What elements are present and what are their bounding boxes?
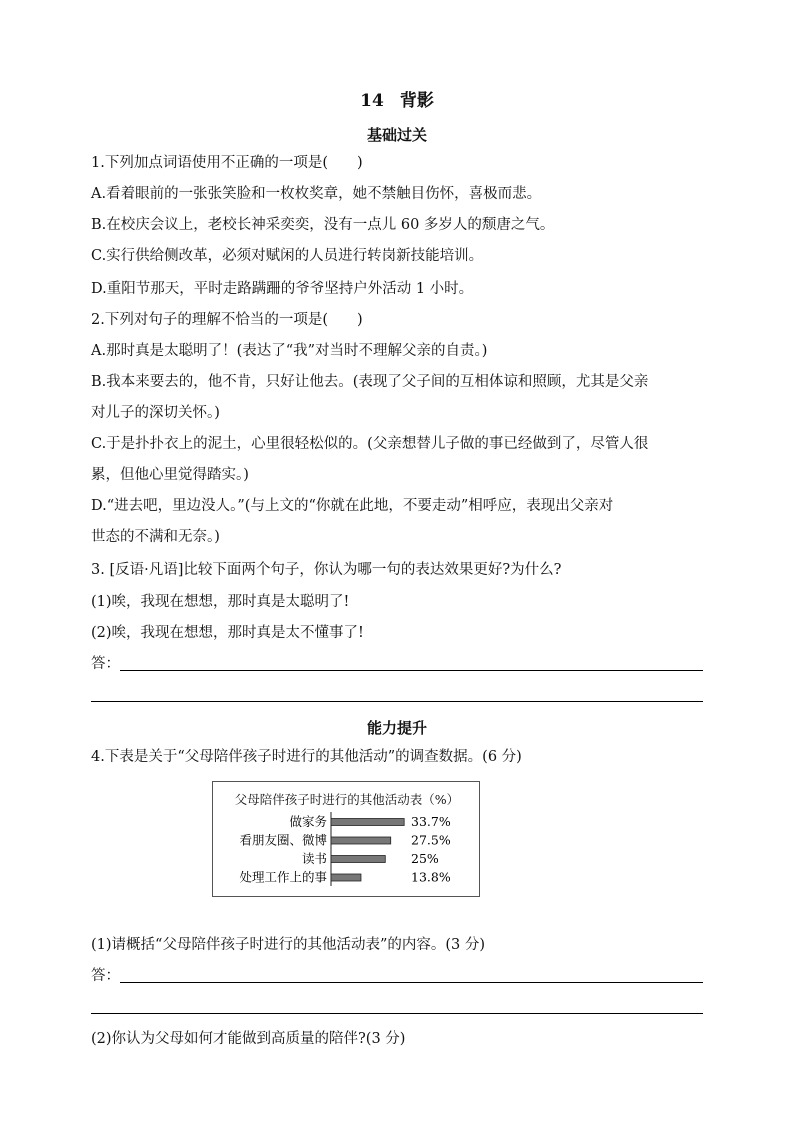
chart-svg: [213, 782, 481, 898]
chart-title: 父母陪伴孩子时进行的其他活动表（%）: [234, 792, 460, 807]
q4-sub1: (1)请概括“父母陪伴孩子时进行的其他活动表”的内容。(3 分): [91, 937, 486, 953]
chart-value-label: 27.5%: [411, 832, 451, 848]
q2-line-d1: D.“进去吧，里边没人。”(与上文的“你就在此地，不要走动”相呼应，表现出父亲对: [91, 498, 614, 514]
chart-category-label: 做家务: [289, 814, 327, 829]
chart-bar: [331, 819, 404, 826]
q3-answer-line-1[interactable]: [120, 670, 703, 671]
chart-bar: [331, 837, 391, 844]
chart-value-label: 25%: [411, 851, 439, 866]
chart-category-label: 看朋友圈、微博: [239, 832, 327, 848]
chart-bar: [331, 856, 385, 863]
q4-answer-line-1[interactable]: [120, 982, 703, 983]
q1-option-b: B.在校庆会议上，老校长神采奕奕，没有一点儿 60 多岁人的颓唐之气。: [91, 217, 555, 233]
chart-value-label: 33.7%: [411, 814, 451, 829]
chart-category-label: 读书: [301, 851, 327, 866]
chart-category-label: 处理工作上的事: [239, 869, 327, 885]
q2-line-c1: C.于是扑扑衣上的泥土，心里很轻松似的。(父亲想替儿子做的事已经做到了，尽管人很: [91, 436, 649, 452]
q4-stem: 4.下表是关于“父母陪伴孩子时进行的其他活动”的调查数据。(6 分): [91, 749, 522, 765]
q4-answer-line-2[interactable]: [91, 1013, 703, 1014]
section-basic: 基础过关: [366, 126, 427, 144]
q1-option-a: A.看着眼前的一张张笑脸和一枚枚奖章，她不禁触目伤怀，喜极而悲。: [91, 186, 542, 202]
q3-stem: 3. [反语·凡语]比较下面两个句子，你认为哪一句的表达效果更好?为什么?: [91, 562, 562, 578]
q2-line-d2: 世态的不满和无奈。): [91, 529, 220, 545]
q3-answer-line-2[interactable]: [91, 701, 703, 702]
q2-line-c2: 累，但他心里觉得踏实。): [91, 467, 249, 483]
q2-line-b2: 对儿子的深切关怀。): [91, 405, 220, 421]
q4-sub2: (2)你认为父母如何才能做到高质量的陪伴?(3 分): [91, 1031, 406, 1047]
chart-value-label: 13.8%: [411, 869, 451, 885]
page-title: [0, 86, 794, 111]
q3-answer-label: 答：: [91, 656, 120, 672]
q3-sentence-2: (2)唉，我现在想想，那时真是太不懂事了!: [91, 625, 364, 641]
q2-line-b1: B.我本来要去的，他不肯，只好让他去。(表现了父子间的互相体谅和照顾，尤其是父亲: [91, 374, 649, 390]
lesson-title: 背影: [399, 91, 434, 111]
q1-option-c: C.实行供给侧改革，必须对赋闲的人员进行转岗新技能培训。: [91, 248, 484, 264]
q4-answer-label: 答：: [91, 968, 120, 984]
section-advanced: 能力提升: [366, 719, 427, 737]
q1-option-d: D.重阳节那天，平时走路蹒跚的爷爷坚持户外活动 1 小时。: [91, 281, 474, 297]
q3-sentence-1: (1)唉，我现在想想，那时真是太聪明了!: [91, 594, 350, 610]
q2-stem: 2.下列对句子的理解不恰当的一项是( ): [91, 312, 363, 328]
chart-bar: [331, 874, 361, 881]
activity-chart: [212, 781, 480, 897]
lesson-number: 14: [360, 91, 384, 111]
q2-line-a: A.那时真是太聪明了！(表达了“我”对当时不理解父亲的自责。): [91, 343, 488, 359]
q1-stem: 1.下列加点词语使用不正确的一项是( ): [91, 155, 363, 171]
